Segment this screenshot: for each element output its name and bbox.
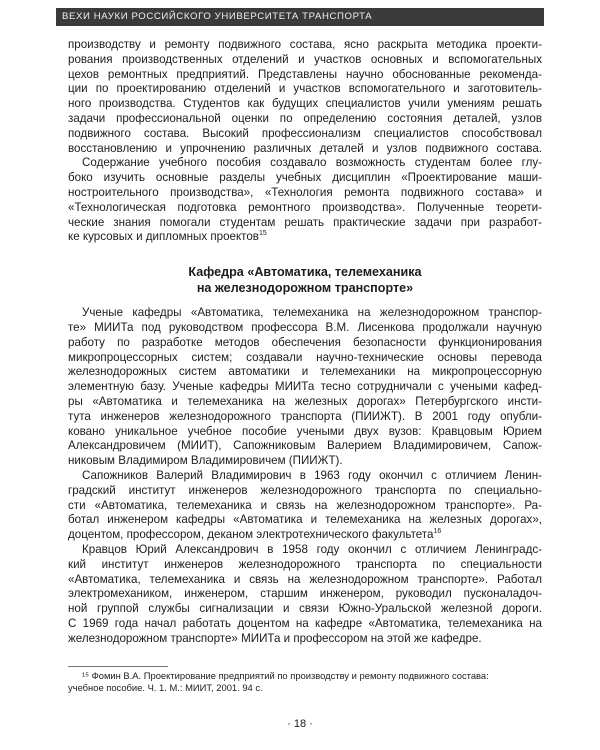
footnote-line: учебное пособие. Ч. 1. М.: МИИТ, 2001. 94 с. [68,682,263,694]
text-line: железнодорожном транспорте» МИИТа и профессором на этой же кафедре. [68,631,482,645]
running-head: ВЕХИ НАУКИ РОССИЙСКОГО УНИВЕРСИТЕТА ТРАНСПОРТА [56,8,544,26]
text-line: Ученые кафедры «Автоматика, телемеханика на железнодорожном транспор- [82,306,542,320]
footnote-line: ¹⁵ Фомин В.А. Проектирование предприятий по производству и ремонту подвижного состава: [82,670,489,681]
text-line: градский институт инженеров железнодорожного транспорта по специально- [68,483,542,497]
paragraph-continuation [68,38,542,156]
text-line: тута инженеров железнодорожного транспорта (ПИИЖТ). В 2001 году опубли- [68,409,542,423]
text-line: электромехаником, инженером, старшим инженером, руководил пусконаладоч- [68,587,542,601]
text-line-content: ке курсовых и дипломных проектов [68,230,259,244]
text-line: элементную базу. Ученые кафедры МИИТа тесно сотрудничали с учеными кафед- [68,380,542,394]
text-line: цехов ремонтных предприятий. Представлены научно обоснованные рекоменда- [68,67,542,81]
footnote-ref-15[interactable]: 15 [258,230,267,238]
text-line: рования производственных отделений и участков основных и вспомогательных [68,52,542,66]
text-line-content: доцентом, профессором, деканом электротехнического факультета [68,528,434,542]
page-body [68,38,542,646]
text-line: восстановлению и упрочнению различных деталей и узлов подвижного состава. [68,141,542,155]
text-line: микропроцессорных систем; создавали научно-технические основы перевода [68,350,542,364]
text-line: ботал инженером кафедры «Автоматика и телемеханика на железных дорогах», [68,513,542,527]
text-line: ры «Автоматика и телемеханика на железных дорогах» Петербургского инсти- [68,394,542,408]
text-line: «Технологическая подготовка ремонтного производства». Полученные теорети- [68,200,542,214]
text-line: задачи профессиональной оценки по определению состояния деталей, узлов [68,111,542,125]
paragraph-department-research [68,306,542,469]
section-heading [68,265,542,296]
text-line: производству и ремонту подвижного состава, ясно раскрыта методика проекти- [68,38,542,51]
paragraph-sapozhnikov [68,469,542,543]
text-line: ции по проектированию отделений и участков вспомогательного и заготовитель- [68,82,542,96]
text-line: сти «Автоматика, телемеханика и связь на железнодорожном транспорте». Ра- [68,498,542,512]
text-line: ческие знания помогали студентам решать практические задачи при разработ- [68,215,542,229]
text-line: работу по разработке методов обеспечения безопасности функционирования [68,335,542,349]
text-line [68,230,542,245]
page-number: · 18 · [287,718,313,730]
paragraph-textbook-content [68,156,542,245]
text-line: Содержание учебного пособия создавало возможность студентам более глу- [82,156,542,170]
text-line: «Автоматика, телемеханика и связь на железнодорожном транспорте». Работал [68,572,542,586]
text-line: ного производства. Студентов как будущих специалистов учили умениям решать [68,97,542,111]
text-line: подвижного состава. Высокий профессионализм специалистов способствовал [68,126,542,140]
text-line: те» МИИТа под руководством профессора В.М. Лисенкова продолжали научную [68,320,542,334]
text-line: ковано уникальное учебное пособие учеными двух вузов: Кравцовым Юрием [68,424,542,438]
footnote-15 [68,670,542,695]
text-line: Кравцов Юрий Александрович в 1958 году окончил с отличием Ленинградс- [82,542,542,556]
section-heading-line: на железнодорожном транспорте» [196,280,414,295]
footnote-divider [68,666,168,667]
text-line: кий институт инженеров железнодорожного транспорта по специальности [68,557,542,571]
text-line: никовым Владимиром Владимировичем (ПИИЖТ). [68,454,343,468]
text-line: боко изучить основные разделы учебных дисциплин «Проектирование маши- [68,171,542,185]
paragraph-kravtsov [68,543,542,647]
section-heading-line: Кафедра «Автоматика, телемеханика [188,265,422,280]
footnote-ref-16[interactable]: 16 [433,528,442,536]
text-line [68,528,542,543]
text-line: Сапожников Валерий Владимирович в 1963 году окончил с отличием Ленин- [82,468,542,482]
text-line: железнодорожных систем автоматики и телемеханики на микропроцессорную [68,365,542,379]
text-line: ностроительного производства», «Технология ремонта подвижного состава» и [68,185,542,199]
text-line: С 1969 года начал работать доцентом на кафедре «Автоматика, телемеханика на [68,616,542,630]
text-line: Александровичем (МИИТ), Сапожниковым Валерием Владимировичем, Сапож- [68,439,542,453]
text-line: ной группой службы сигнализации и связи Южно-Уральской железной дороги. [68,602,542,616]
